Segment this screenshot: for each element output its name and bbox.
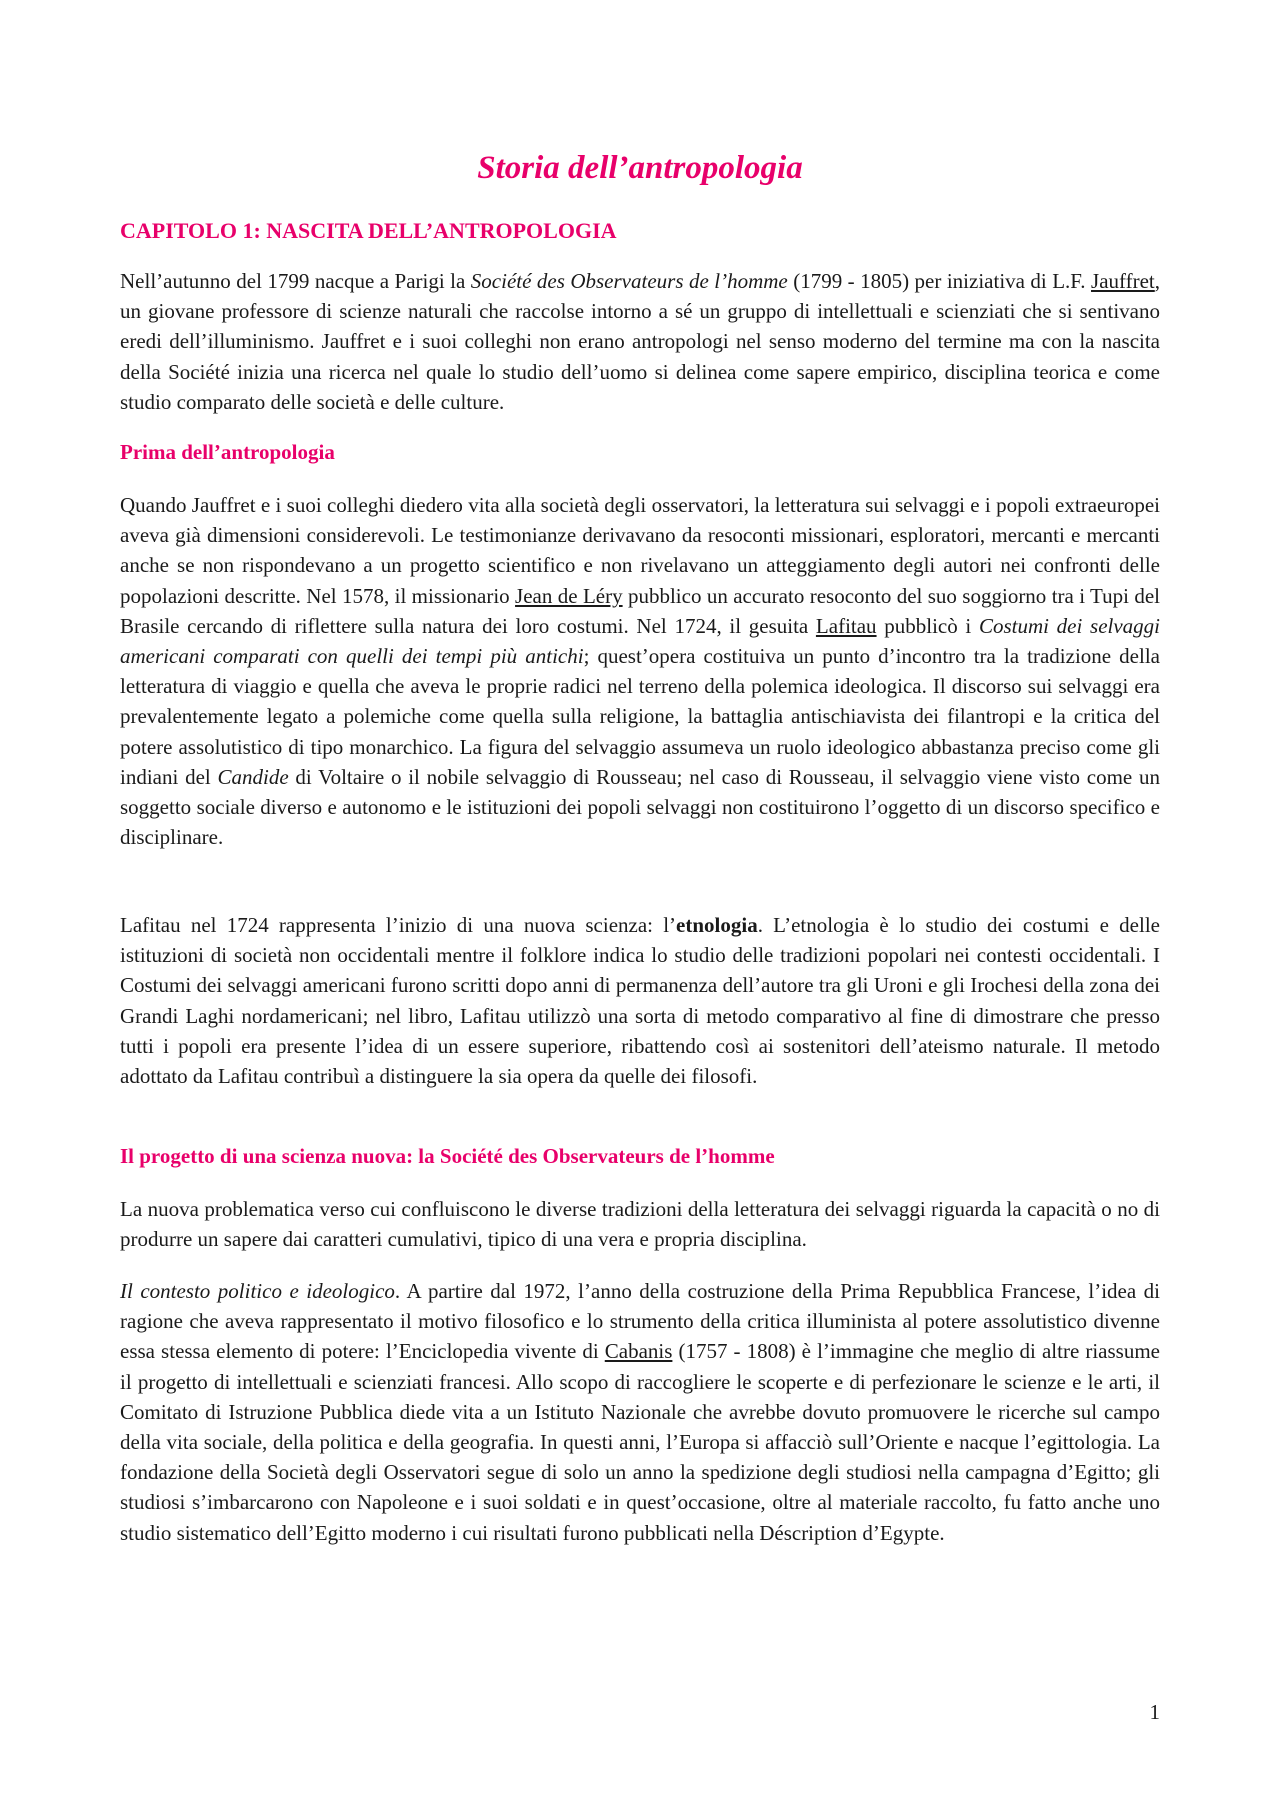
text-run: pubblico un accurato resoconto del suo soggiorno tra i Tupi del Brasile cercando di riflettere sulla natura dei loro costumi. Nel 1724, il gesuita [120,583,1161,638]
document-title: Storia dell’antropologia [477,150,803,186]
section-heading-progetto: Il progetto di una scienza nuova: la Société des Observateurs de l’homme [120,1144,775,1168]
bold-term: etnologia [676,913,758,937]
italic-title: Costumi dei selvaggi americani comparati con quelli dei tempi più antichi [120,613,1160,669]
text-run: . A partire dal 1972, l’anno della costruzione della Prima Repubblica Francese, l’idea di ragione che aveva rappresentato il motivo filosofico e lo strumento della critica illuminista al potere assolutistico divenne essa stessa elemento di potere: l’Enciclopedia vivente di [120,1279,1160,1364]
paragraph-problematica: La nuova problematica verso cui confluiscono le diverse tradizioni della letteratura dei selvaggi riguarda la capacità o no di produrre un sapere dai caratteri cumulativi, tipico di una vera e propria disciplina. [120,1197,1160,1252]
paragraph-prima [120,490,1160,852]
text-run: di Voltaire o il nobile selvaggio di Rousseau; nel caso di Rousseau, il selvaggio viene visto come un soggetto sociale diverso e autonomo e le istituzioni dei popoli selvaggi non costituirono l’oggetto di un discorso specifico e disciplinare. [120,764,1160,850]
text-run: (1757 - 1808) è l’immagine che meglio di altre riassume il progetto di intellettuali e scienziati francesi. Allo scopo di raccogliere le scoperte e di perfezionare le scienze e le arti, il Comitato di Istruzione Pubblica diede vita a un Istituto Nazionale che avrebbe dovuto promuovere le ricerche sul campo della vita sociale, della politica e della geografia. In questi anni, l’Europa si affacciò sull’Oriente e nacque l’egittologia. La fondazione della Società degli Osservatori segue di solo un anno la spedizione degli studiosi nella campagna d’Egitto; gli studiosi s’imbarcarono con Napoleone e i suoi soldati e in quest’occasione, oltre al materiale raccolto, fu fatto anche uno studio sistematico dell’Egitto moderno i cui risultati furono pubblicati nella Déscription d’Egypte. [120,1339,1160,1545]
page-number: 1 [1149,1700,1160,1724]
underlined-name: Jean de Léry [515,583,623,608]
underlined-name: Lafitau [815,613,877,638]
text-run: (1799 - 1805) per iniziativa di L.F. [787,269,1092,293]
text-run: Quando Jauffret e i suoi colleghi diedero vita alla società degli osservatori, la letteratura sui selvaggi e i popoli extraeuropei aveva già dimensioni considerevoli. Le testimonianze derivavano da resoconti missionari, esploratori, mercanti e mercanti anche se non rispondevano a un progetto scientifico e non rivelavano un atteggiamento degli autori nei confronti delle popolazioni descritte. Nel 1578, il missionario [120,493,1160,608]
italic-lead: Il contesto politico e ideologico [120,1279,395,1303]
italic-title: Candide [217,764,289,789]
underlined-name: Cabanis [604,1339,673,1364]
paragraph-contesto [120,1276,1160,1548]
text-run: Lafitau nel 1724 rappresenta l’inizio di una nuova scienza: l’ [120,913,677,937]
chapter-heading: CAPITOLO 1: NASCITA DELL’ANTROPOLOGIA [120,218,617,243]
section-heading-prima: Prima dell’antropologia [120,440,335,464]
text-run: . L’etnologia è lo studio dei costumi e delle istituzioni di società non occidentali mentre il folklore indica lo studio delle tradizioni popolari nei contesti occidentali. I Costumi dei selvaggi americani furono scritti dopo anni di permanenza dell’autore tra gli Uroni e gli Irochesi della zona dei Grandi Laghi nordamericani; nel libro, Lafitau utilizzò una sorta di metodo comparativo al fine di dimostrare che presso tutti i popoli era presente l’idea di un essere superiore, ribattendo così ai sostenitori dell’ateismo naturale. Il metodo adottato da Lafitau contribuì a distinguere la sia opera da quelle dei filosofi. [120,913,1160,1089]
text-run: Nell’autunno del 1799 nacque a Parigi la [120,269,471,293]
underlined-name: Jauffret [1091,269,1155,293]
text-run: ; quest’opera costituiva un punto d’incontro tra la tradizione della letteratura di viaggio e quella che aveva le proprie radici nel terreno della polemica ideologica. Il discorso sui selvaggi era prevalentemente legato a polemiche come quella sulla religione, la battaglia antischiavista dei filantropi e la critica del potere assolutistico di tipo monarchico. La figura del selvaggio assumeva un ruolo ideologico abbastanza preciso come gli indiani del [120,644,1160,789]
text-run: pubblicò i [876,613,979,638]
italic-title: Société des Observateurs de l’homme [470,269,788,293]
paragraph-etnologia [120,910,1160,1091]
paragraph-intro [120,266,1160,417]
text-run: , un giovane professore di scienze naturali che raccolse intorno a sé un gruppo di intellettuali e scienziati che si sentivano eredi dell’illuminismo. Jauffret e i suoi colleghi non erano antropologi nel senso moderno del termine ma con la nascita della Société inizia una ricerca nel quale lo studio dell’uomo si delinea come sapere empirico, disciplina teorica e come studio comparato delle società e delle culture. [120,269,1161,414]
